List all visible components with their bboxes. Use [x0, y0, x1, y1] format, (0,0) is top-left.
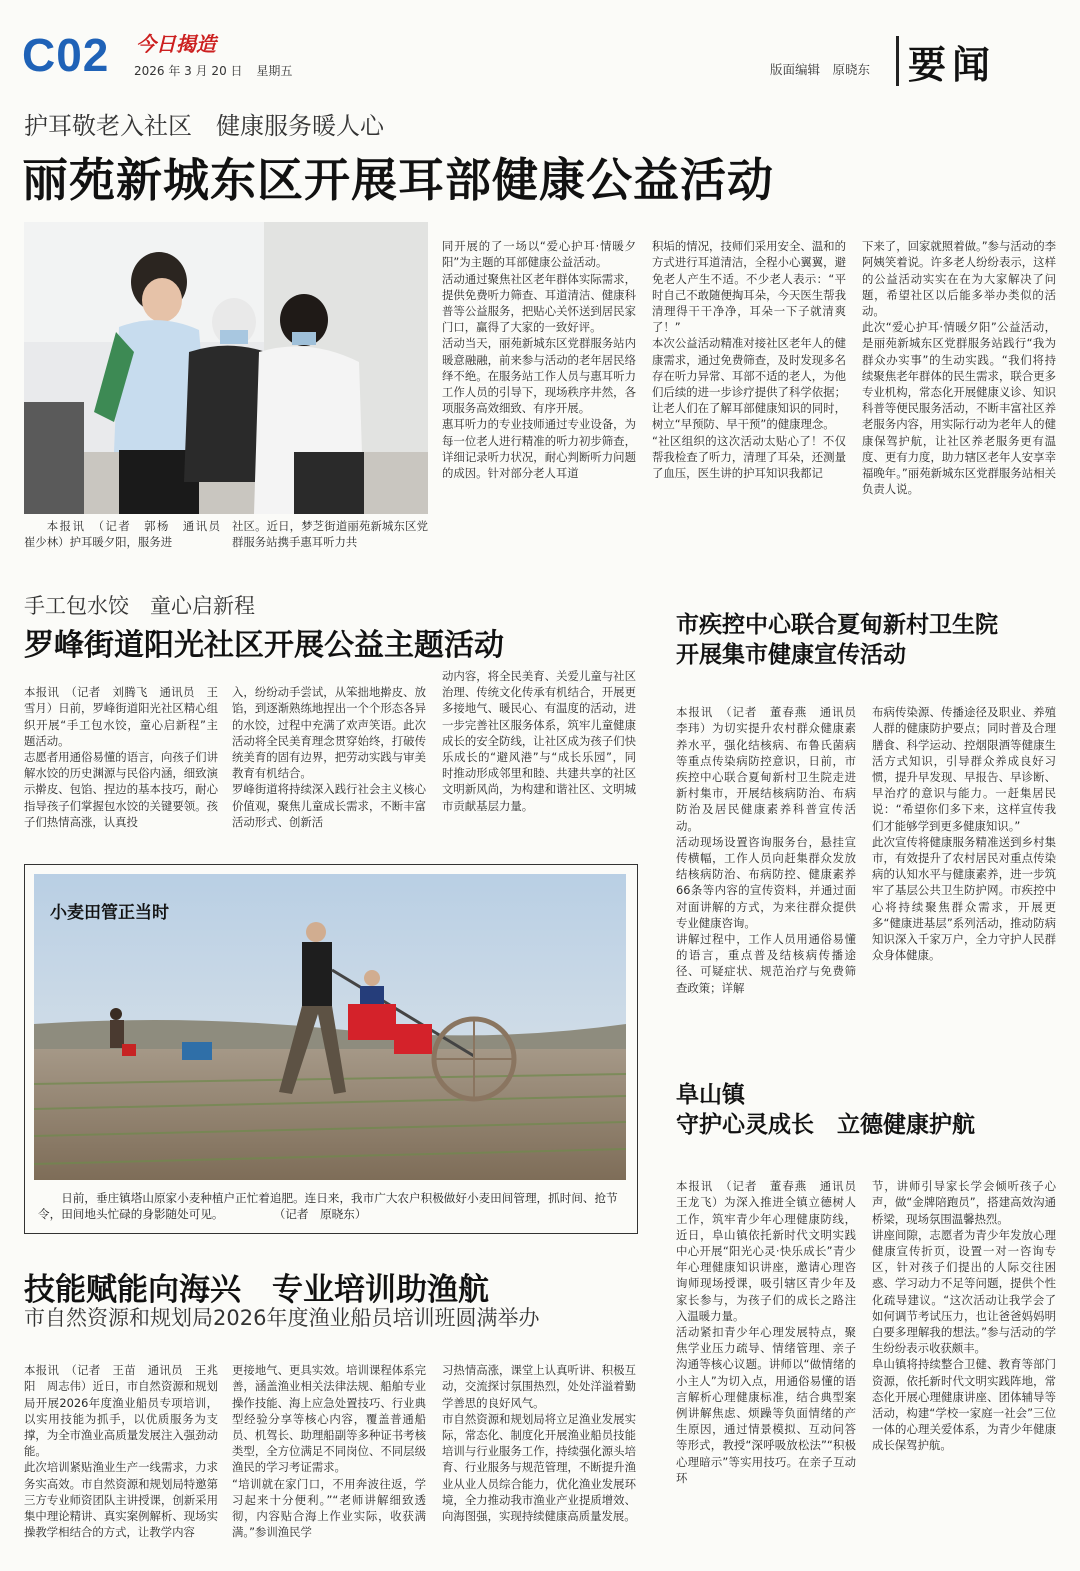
- article4-col2-text: 布病传染源、传播途径及职业、养殖人群的健康防护要点；同时普及合理膳食、科学运动、控烟限酒等健康生活方式知识，引导群众养成良好习惯，提升早发现、早报告、早诊断、早治疗的意识与能力。一赶集居民说：“希望你们多下来，这样宣传我们才能够学到更多健康知识。” 此次宣传将健康服务精准送到乡村集市，有效提升了农村居民对重点传染病的认知水平与健康素养，进一步筑牢了基层公共卫生防护网。市疾控中心将持续聚焦群众需求，开展更多“健康进基层”系列活动，推动防病知识深入千家万户，全力守护人民群众身体健康。: [872, 705, 1056, 963]
- article5-headline-line2: 守护心灵成长 立德健康护航: [676, 1112, 975, 1138]
- page-editor: 版面编辑 原晓东: [770, 62, 871, 77]
- article3-column-1: [24, 1346, 218, 1558]
- article3-col1-text: 本报讯 （记者 王苗 通讯员 王兆阳 周志伟）近日，市自然资源和规划局开展2026年度渔业船员专项培训，以实用技能为抓手，以优质服务为支撑，为全市渔业高质量发展注入强劲动能。 此次培训紧贴渔业生产一线需求，力求务实高效。市自然资源和规划局特邀第三方专业师资团队主讲授课，创新采用集中理论精讲、真实案例解析、现场实操教学相结合的方式，让教学内容: [24, 1363, 218, 1540]
- article1-col3-text: 同开展的了一场以“爱心护耳·情暖夕阳”为主题的耳部健康公益活动。 活动通过聚焦社区老年群体实际需求，提供免费听力筛查、耳道清洁、健康科普等公益服务，把贴心关怀送到居民家门口，赢得了大家的一致好评。 活动当天，丽苑新城东区党群服务站内暖意融融，前来参与活动的老年居民络绎不绝。在服务站工作人员与惠耳听力工作人员的引导下，现场秩序井然，各项服务高效细致、有序开展。 惠耳听力的专业技师通过专业设备，为每一位老人进行精准的听力初步筛查，详细记录听力状况，耐心判断听力问题的成因。针对部分老人耳道: [442, 239, 636, 481]
- article1-headline: 丽苑新城东区开展耳部健康公益活动: [22, 153, 774, 207]
- photo-feature-credit: （记者 原晓东）: [279, 1207, 367, 1221]
- ear-check-photo: [24, 222, 428, 514]
- article3-headline: 技能赋能向海兴 专业培训助渔航: [24, 1272, 489, 1308]
- article1-col1-text: 本报讯 （记者 郭杨 通讯员 崔少林）护耳暖夕阳，服务进: [24, 519, 232, 550]
- issue-date: 2026 年 3 月 20 日: [134, 64, 243, 78]
- article5-col2-text: 节，讲师引导家长学会倾听孩子心声，做“金牌陪跑员”，搭建高效沟通桥梁，现场氛围温馨热烈。 讲座间隙，志愿者为青少年发放心理健康宣传折页，设置一对一咨询专区，针对孩子们提出的人际交往困惑、学习动力不足等问题，提供个性化疏导建议。“这次活动让我学会了如何调节考试压力，也让爸爸妈妈明白要多理解我的想法。”参与活动的学生纷纷表示收获颇丰。 阜山镇将持续整合卫健、教育等部门资源，依托新时代文明实践阵地，常态化开展心理健康讲座、团体辅导等活动，构建“学校一家庭一社会”三位一体的心理关爱体系，为青少年健康成长保驾护航。: [872, 1179, 1056, 1453]
- article1-column-4: [652, 222, 846, 558]
- article3-subhead: 市自然资源和规划局2026年度渔业船员培训班圆满举办: [24, 1306, 540, 1330]
- article1-column-3: [442, 222, 636, 558]
- ear-check-photo-illustration: [24, 222, 428, 514]
- article3-col3-text: 习热情高涨，课堂上认真听讲、积极互动，交流探讨氛围热烈，处处洋溢着勤学善思的良好风气。 市自然资源和规划局将立足渔业发展实际，常态化、制度化开展渔业船员技能培训与行业服务工作，持续强化源头培育、行业服务与规范管理，不断提升渔业从业人员综合能力，优化渔业发展环境，全力推动我市渔业产业提质增效、向海图强，实现持续健康高质量发展。: [442, 1363, 636, 1524]
- section-name: 要闻: [908, 43, 997, 87]
- article2-column-1: [24, 668, 218, 844]
- issue-weekday: 星期五: [256, 64, 293, 78]
- article5-col1-text: 本报讯 （记者 董春燕 通讯员 王龙飞）为深入推进全镇立德树人工作，筑牢青少年心理健康防线，近日，阜山镇依托新时代文明实践中心开展“阳光心灵·快乐成长”青少年心理健康知识讲座，邀请心理咨询师现场授课，吸引辖区青少年及家长参与，为孩子们的成长之路注入温暖力量。 活动紧扣青少年心理发展特点，聚焦学业压力疏导、情绪管理、亲子沟通等核心议题。讲师以“做情绪的小主人”为切入点，用通俗易懂的语言解析心理健康标准，结合典型案例讲解焦虑、烦躁等负面情绪的产生原因，通过情景模拟、互动问答等形式，教授“深呼吸放松法”“积极心理暗示”等实用技巧。在亲子互动环: [676, 1179, 856, 1485]
- article3-column-3: [442, 1346, 636, 1558]
- article1-col4-text: 积垢的情况，技师们采用安全、温和的方式进行耳道清洁，全程小心翼翼，避免老人产生不适。不少老人表示：“平时自己不敢随便掏耳朵，今天医生帮我清理得干干净净，耳朵一下子就清爽了！” 本次公益活动精准对接社区老年人的健康需求，通过免费筛查，及时发现多名存在听力异常、耳部不适的老人，为他们后续的进一步诊疗提供了科学依据；让老人们在了解耳部健康知识的同时，树立“早预防、早干预”的健康理念。 “社区组织的这次活动太贴心了！不仅帮我检查了听力，清理了耳朵，还测量了血压，医生讲的护耳知识我都记: [652, 239, 846, 481]
- article2-kicker: 手工包水饺 童心启新程: [24, 594, 255, 618]
- article2-column-3: [442, 668, 636, 844]
- photo-feature-caption-text: 日前，垂庄镇塔山原家小麦种植户正忙着追肥。连日来，我市广大农户积极做好小麦田间管理，抓时间、抢节令，田间地头忙碌的身影随处可见。: [38, 1191, 618, 1221]
- article3-col2-text: 更接地气、更具实效。培训课程体系完善，涵盖渔业相关法律法规、船舶专业操作技能、海上应急处置技巧、行业典型经验分享等核心内容，覆盖普通船员、机驾长、助理船副等多种证书考核类型，全方位满足不同岗位、不同层级渔民的学习考证需求。 “培训就在家门口，不用奔波往返，学习起来十分便利。”“老师讲解细致透彻，内容贴合海上作业实际，收获满满。”参训渔民学: [232, 1363, 426, 1540]
- article2-col3-text: 动内容，将全民美育、关爱儿童与社区治理、传统文化传承有机结合，开展更多接地气、暖民心、有温度的活动，进一步完善社区服务体系，筑牢儿童健康成长的安全防线，让社区成为孩子们快乐成长的“避风港”与“成长乐园”，同时推动形成邻里和睦、共建共享的社区文明新风尚，为构建和谐社区、文明城市贡献基层力量。: [442, 669, 636, 813]
- article4-headline-line2: 开展集市健康宣传活动: [676, 642, 906, 668]
- article2-col2-text: 入，纷纷动手尝试，从笨拙地擀皮、放馅，到逐渐熟练地捏出一个个形态各异的水饺，过程中充满了欢声笑语。此次活动将全民美育理念贯穿始终，打破传统美育的固有边界，把劳动实践与审美教育有机结合。 罗峰街道将持续深入践行社会主义核心价值观，聚焦儿童成长需求，不断丰富活动形式、创新活: [232, 685, 426, 829]
- article1-column-1: [24, 518, 232, 558]
- article1-col5-text: 下来了，回家就照着做。”参与活动的李阿姨笑着说。许多老人纷纷表示，这样的公益活动实实在在为大家解决了问题，希望社区以后能多举办类似的活动。 此次“爱心护耳·情暖夕阳”公益活动，是丽苑新城东区党群服务站践行“我为群众办实事”的生动实践。“我们将持续聚焦老年群体的民生需求，联合更多专业机构，常态化开展健康义诊、知识科普等便民服务活动，不断丰富社区养老服务内容，用实际行动为老年人的健康保驾护航，让社区养老服务更有温度、更有力度，助力辖区老年人安享幸福晚年。”丽苑新城东区党群服务站相关负责人说。: [862, 239, 1056, 497]
- article2-column-2: [232, 668, 426, 844]
- article5-column-2: [872, 1162, 1056, 1560]
- article1-column-2: [232, 518, 428, 558]
- article2-headline: 罗峰街道阳光社区开展公益主题活动: [24, 628, 504, 663]
- article1-column-5: [862, 222, 1056, 558]
- article2-col1-text: 本报讯 （记者 刘腾飞 通讯员 王雪月）日前，罗峰街道阳光社区精心组织开展“手工包水饺，童心启新程”主题活动。 志愿者用通俗易懂的语言，向孩子们讲解水饺的历史渊源与民俗内涵，细致演示擀皮、包馅、捏边的基本技巧，耐心指导孩子们掌握包水饺的关键要领。孩子们热情高涨，认真投: [24, 685, 218, 829]
- article5-headline-line1: 阜山镇: [676, 1082, 745, 1108]
- article4-column-1: [676, 688, 856, 1034]
- article5-column-1: [676, 1162, 856, 1560]
- photo-feature-title: 小麦田管正当时: [50, 903, 169, 923]
- section-divider: [896, 36, 899, 86]
- article3-column-2: [232, 1346, 426, 1558]
- photo-feature-caption: [38, 1190, 622, 1222]
- article1-col2-text: 社区。近日，梦芝街道丽苑新城东区党群服务站携手惠耳听力共: [232, 519, 428, 550]
- article1-kicker: 护耳敬老入社区 健康服务暖人心: [24, 112, 384, 140]
- article4-column-2: [872, 688, 1056, 1034]
- newspaper-masthead: 今日揭造: [136, 32, 216, 56]
- article4-headline-line1: 市疾控中心联合夏甸新村卫生院: [676, 612, 998, 638]
- article4-col1-text: 本报讯 （记者 董春燕 通讯员 李玮）为切实提升农村群众健康素养水平，强化结核病、布鲁氏菌病等重点传染病防控意识，日前，市疾控中心联合夏甸新村卫生院走进新村集市，开展结核病防治、布病防治及居民健康素养科普宣传活动。 活动现场设置咨询服务台，悬挂宣传横幅，工作人员向赶集群众发放结核病防治、布病防控、健康素养66条等内容的宣传资料，并通过面对面讲解的方式，为来往群众提供专业健康咨询。 讲解过程中，工作人员用通俗易懂的语言，重点普及结核病传播途径、可疑症状、规范治疗与免费筛查政策；详解: [676, 705, 856, 995]
- dateline: [134, 62, 292, 79]
- page-number: C02: [22, 29, 110, 81]
